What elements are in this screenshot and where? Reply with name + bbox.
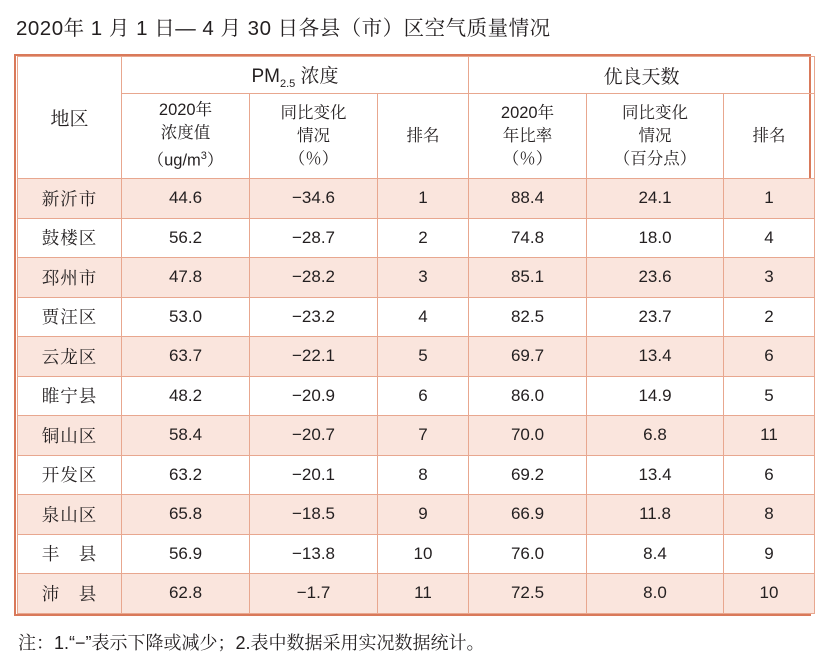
cell-days-change: 14.9 [587,376,724,416]
cell-days-rank: 10 [724,574,815,614]
cell-region: 邳州市 [18,258,122,298]
header-pm25-tail: 浓度 [295,65,339,87]
header-pm25-rank: 排名 [378,94,469,179]
cell-pm25-change: −28.2 [250,258,378,298]
header-pm25-subscript: 2.5 [279,77,296,90]
cell-pm25-change: −34.6 [250,179,378,219]
table-row [18,179,815,219]
cell-pm25-rank: 6 [378,376,469,416]
page-title: 2020年 1 月 1 日— 4 月 30 日各县（市）区空气质量情况 [16,17,551,40]
air-quality-table [17,56,815,614]
cell-pm25-value: 63.2 [122,455,250,495]
cell-pm25-value: 62.8 [122,574,250,614]
cell-days-change: 24.1 [587,179,724,219]
cell-pm25-change: −23.2 [250,297,378,337]
cell-days-change: 23.7 [587,297,724,337]
cell-days-change: 8.0 [587,574,724,614]
header-good-days-group: 优良天数 [469,57,815,94]
cell-pm25-value: 56.9 [122,534,250,574]
cell-days-rank: 9 [724,534,815,574]
cell-days-rate: 82.5 [469,297,587,337]
table-head [18,57,815,179]
cell-days-change: 13.4 [587,337,724,377]
cell-days-rank: 6 [724,455,815,495]
cell-pm25-rank: 2 [378,218,469,258]
cell-days-change: 6.8 [587,416,724,456]
cell-pm25-change: −20.1 [250,455,378,495]
header-region: 地区 [18,57,122,179]
cell-region: 开发区 [18,455,122,495]
header-pm25-value-line1: 2020年 [158,101,213,120]
cell-pm25-value: 48.2 [122,376,250,416]
cell-region: 新沂市 [18,179,122,219]
table-body [18,179,815,614]
cell-region: 鼓楼区 [18,218,122,258]
cell-days-rate: 85.1 [469,258,587,298]
cell-pm25-value: 58.4 [122,416,250,456]
air-quality-table-wrapper [14,54,811,616]
cell-pm25-value: 65.8 [122,495,250,535]
header-pm25-change [250,94,378,179]
table-note: 注：1.“−”表示下降或减少；2.表中数据采用实况数据统计。 [18,632,485,653]
cell-region: 泉山区 [18,495,122,535]
cell-pm25-change: −13.8 [250,534,378,574]
header-pm25-unit-post: ） [206,151,224,170]
cell-pm25-change: −1.7 [250,574,378,614]
cell-pm25-value: 47.8 [122,258,250,298]
header-days-rate-line2: 年比率 [502,126,553,145]
table-row [18,416,815,456]
cell-days-rank: 5 [724,376,815,416]
header-pm25-value [122,94,250,179]
table-row [18,455,815,495]
header-pm25-unit-pre: （ug/m [147,151,201,170]
cell-days-rate: 88.4 [469,179,587,219]
header-pm25-group [122,57,469,94]
header-days-change-line3: （百分点） [613,149,697,168]
cell-region: 云龙区 [18,337,122,377]
cell-pm25-rank: 7 [378,416,469,456]
cell-region: 铜山区 [18,416,122,456]
cell-days-rate: 69.7 [469,337,587,377]
cell-pm25-rank: 9 [378,495,469,535]
header-pm25-change-line3: （％） [288,149,339,168]
header-days-change-line1: 同比变化 [622,103,688,122]
header-days-rank: 排名 [724,94,815,179]
table-row [18,297,815,337]
header-days-rate [469,94,587,179]
table-header-sub-row [18,94,815,179]
table-row [18,218,815,258]
cell-days-rate: 76.0 [469,534,587,574]
cell-days-rank: 6 [724,337,815,377]
header-days-rate-line3: （％） [502,149,553,168]
cell-pm25-change: −28.7 [250,218,378,258]
cell-pm25-change: −20.9 [250,376,378,416]
cell-pm25-value: 63.7 [122,337,250,377]
cell-days-rate: 66.9 [469,495,587,535]
cell-region: 沛 县 [18,574,122,614]
header-pm25-main: PM [251,65,280,87]
table-row [18,495,815,535]
cell-pm25-value: 53.0 [122,297,250,337]
table-header-group-row [18,57,815,94]
cell-region: 睢宁县 [18,376,122,416]
table-row [18,534,815,574]
header-days-change [587,94,724,179]
cell-days-change: 13.4 [587,455,724,495]
cell-days-rank: 11 [724,416,815,456]
table-row [18,574,815,614]
cell-region: 贾汪区 [18,297,122,337]
header-pm25-unit-sup: 3 [200,150,207,163]
cell-pm25-value: 56.2 [122,218,250,258]
cell-days-rate: 86.0 [469,376,587,416]
table-row [18,376,815,416]
header-days-change-line2: 情况 [638,126,672,145]
cell-days-rate: 70.0 [469,416,587,456]
cell-days-rank: 1 [724,179,815,219]
table-row [18,258,815,298]
cell-days-rank: 2 [724,297,815,337]
cell-days-change: 11.8 [587,495,724,535]
cell-pm25-rank: 4 [378,297,469,337]
header-pm25-change-line1: 同比变化 [280,103,347,122]
cell-days-change: 23.6 [587,258,724,298]
header-pm25-change-line2: 情况 [297,126,330,145]
cell-region: 丰 县 [18,534,122,574]
cell-days-change: 18.0 [587,218,724,258]
cell-days-rate: 72.5 [469,574,587,614]
cell-pm25-rank: 11 [378,574,469,614]
cell-days-rate: 74.8 [469,218,587,258]
cell-pm25-rank: 10 [378,534,469,574]
header-pm25-value-line3 [122,145,249,173]
cell-pm25-rank: 5 [378,337,469,377]
cell-pm25-change: −20.7 [250,416,378,456]
cell-days-rank: 3 [724,258,815,298]
cell-pm25-change: −18.5 [250,495,378,535]
cell-days-rank: 4 [724,218,815,258]
cell-pm25-value: 44.6 [122,179,250,219]
header-pm25-value-line2: 浓度值 [160,124,211,143]
cell-pm25-rank: 1 [378,179,469,219]
cell-days-change: 8.4 [587,534,724,574]
header-days-rate-line1: 2020年 [500,103,555,122]
cell-days-rate: 69.2 [469,455,587,495]
cell-days-rank: 8 [724,495,815,535]
cell-pm25-change: −22.1 [250,337,378,377]
table-row [18,337,815,377]
cell-pm25-rank: 3 [378,258,469,298]
cell-pm25-rank: 8 [378,455,469,495]
